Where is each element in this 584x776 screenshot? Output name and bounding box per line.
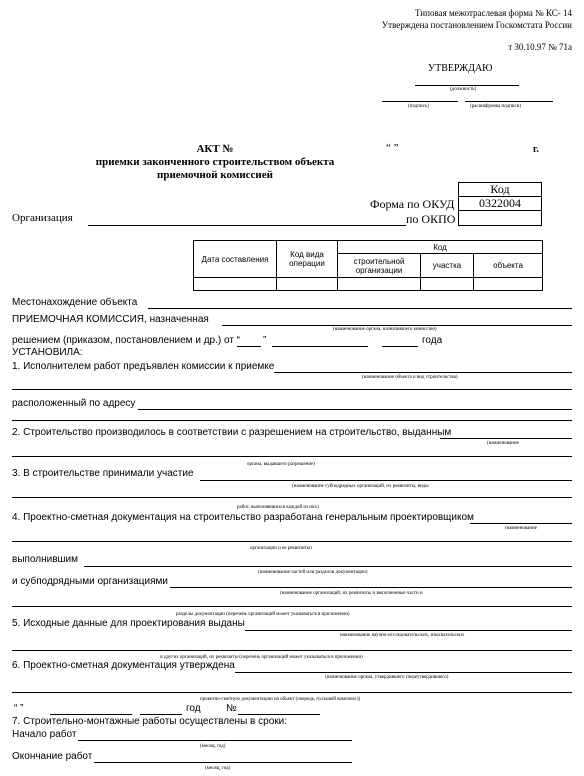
decision-year-field[interactable]	[382, 346, 418, 347]
decision-label: решением (приказом, постановлением и др.) от “	[12, 335, 241, 346]
start-caption: (месяц, год)	[200, 744, 226, 749]
address-field[interactable]	[138, 409, 572, 410]
end-caption: (месяц, год)	[205, 766, 231, 771]
act-title-subtitle: приемки законченного строительством объекта	[95, 156, 335, 168]
act-year-suffix: г.	[533, 144, 539, 155]
item-3-caption-a: (наименование субподрядных организаций, их реквизиты, виды	[292, 484, 429, 489]
year-label: года	[422, 335, 443, 346]
okud-label: Форма по ОКУД	[370, 197, 455, 211]
item-3-label: 3. В строительстве принимали участие	[12, 468, 194, 479]
position-line[interactable]	[415, 85, 519, 86]
performed-caption: (наименование частей или разделов документации)	[258, 570, 368, 575]
item-6-field-continued[interactable]	[12, 692, 572, 693]
address-field-continued[interactable]	[12, 420, 572, 421]
item-1-caption: (наименование объекта и вид строительства)	[362, 375, 458, 380]
act-codes-table	[193, 240, 543, 291]
org-col-header: строительной организации	[338, 254, 421, 278]
item-1-label: 1. Исполнителем работ предъявлен комиссии к приемке	[12, 361, 275, 372]
item-1-field[interactable]	[274, 372, 572, 373]
position-caption: (должность)	[450, 87, 477, 92]
decision-quote-close: ”	[263, 335, 267, 346]
approval-year-field[interactable]	[140, 714, 182, 715]
act-title: АКТ №	[196, 143, 234, 155]
address-label: расположенный по адресу	[12, 398, 136, 409]
item-5-label: 5. Исходные данные для проектирования выданы	[12, 618, 245, 629]
established-heading: УСТАНОВИЛА:	[12, 347, 83, 358]
signature-decoding-line[interactable]	[465, 101, 553, 102]
item-4-field[interactable]	[470, 523, 572, 524]
section-col-header: участка	[421, 254, 474, 278]
location-field[interactable]	[148, 308, 572, 309]
approval-date-quotes: “ ”	[14, 703, 24, 714]
item-5-field[interactable]	[245, 630, 572, 631]
operation-cell[interactable]	[277, 278, 338, 291]
subcontract-field[interactable]	[170, 587, 572, 588]
object-col-header: объекта	[474, 254, 543, 278]
item-2-caption-b: органа, выдавшего разрешение)	[247, 462, 315, 467]
commission-label: ПРИЕМОЧНАЯ КОМИССИЯ, назначенная	[12, 314, 209, 325]
item-7-label: 7. Строительно-монтажные работы осуществлены в сроки:	[12, 716, 287, 727]
code-group-header: Код	[338, 241, 543, 254]
item-3-caption-b: работ, выполнявшихся каждой из них)	[237, 505, 319, 510]
section-cell[interactable]	[421, 278, 474, 291]
item-2-caption-a: (наименование	[487, 441, 519, 446]
act-date-quotes: “ ”	[386, 142, 399, 154]
item-4-field-continued[interactable]	[12, 541, 572, 542]
object-cell[interactable]	[474, 278, 543, 291]
performed-label: выполнившим	[12, 554, 78, 565]
item-3-field-continued[interactable]	[12, 497, 572, 498]
subcontract-field-continued[interactable]	[12, 606, 572, 607]
decision-month-field[interactable]	[272, 346, 368, 347]
approval-number-label: №	[226, 703, 237, 714]
item-2-field[interactable]	[440, 438, 572, 439]
item-1-field-continued[interactable]	[12, 389, 572, 390]
commission-field[interactable]	[222, 325, 572, 326]
subcontract-caption-a: (наименование организаций, их реквизиты и выполненные части и	[280, 591, 423, 596]
item-5-field-continued[interactable]	[12, 650, 572, 651]
item-6-caption-b: проектно-сметную документацию на объект (очередь, пусковой комплекс))	[200, 697, 361, 702]
start-label: Начало работ	[12, 729, 77, 740]
item-2-label: 2. Строительство производилось в соответствии с разрешением на строительство, выданным	[12, 427, 452, 438]
date-col-header: Дата составления	[194, 241, 277, 278]
okud-code-cell: 0322004	[458, 196, 542, 211]
item-4-label: 4. Проектно-сметная документация на строительство разработана генеральным проектировщиком	[12, 512, 474, 523]
item-5-caption-a: наименование научно-исследовательских, изыскательских	[340, 633, 465, 638]
item-6-field[interactable]	[235, 672, 572, 673]
decoding-caption: (расшифровка подписи)	[470, 104, 522, 109]
decision-day-field[interactable]	[237, 346, 261, 347]
okpo-code-cell[interactable]	[458, 210, 542, 226]
signature-line[interactable]	[382, 101, 458, 102]
item-6-caption-a: (наименование органа, утвердившего (переутвердившего)	[325, 675, 449, 680]
end-date-field[interactable]	[94, 762, 352, 763]
decree-date-line: т 30.10.97 № 71а	[508, 42, 572, 52]
approve-heading: УТВЕРЖДАЮ	[428, 63, 493, 74]
approval-year-label: год	[186, 703, 201, 714]
item-2-field-continued[interactable]	[12, 456, 572, 457]
act-title-commission: приемочной комиссией	[156, 169, 273, 181]
location-label: Местонахождение объекта	[12, 297, 138, 308]
subcontract-label: и субподрядными организациями	[12, 576, 169, 587]
form-type-line: Типовая межотраслевая форма № КС- 14	[415, 8, 572, 18]
approval-number-field[interactable]	[238, 714, 320, 715]
commission-caption: (наименование органа, назначившего комиссию)	[333, 327, 437, 332]
approval-decree-line: Утверждена постановлением Госкомстата России	[381, 20, 572, 30]
item-5-caption-b: и других организаций, их реквизиты (перечень организаций может указываться в приложении)	[160, 655, 363, 660]
okpo-label: по ОКПО	[406, 212, 456, 226]
item-4-caption-a: (наименование	[505, 526, 537, 531]
signature-caption: (подпись)	[408, 104, 429, 109]
subcontract-caption-b: разделы документации (перечень организаций может указываться в приложении)	[176, 612, 350, 617]
code-header-cell: Код	[458, 182, 542, 197]
org-cell[interactable]	[338, 278, 421, 291]
start-date-field[interactable]	[78, 740, 352, 741]
item-6-label: 6. Проектно-сметная документация утверждена	[12, 660, 235, 671]
item-3-field[interactable]	[200, 480, 572, 481]
performed-field[interactable]	[84, 566, 572, 567]
organization-field[interactable]	[88, 225, 406, 226]
operation-col-header: Код вида операции	[277, 241, 338, 278]
approval-month-field[interactable]	[50, 714, 132, 715]
end-label: Окончание работ	[12, 751, 93, 762]
organization-label: Организация	[12, 212, 73, 224]
date-cell[interactable]	[194, 278, 277, 291]
item-4-caption-b: организации и ее реквизиты)	[250, 546, 312, 551]
